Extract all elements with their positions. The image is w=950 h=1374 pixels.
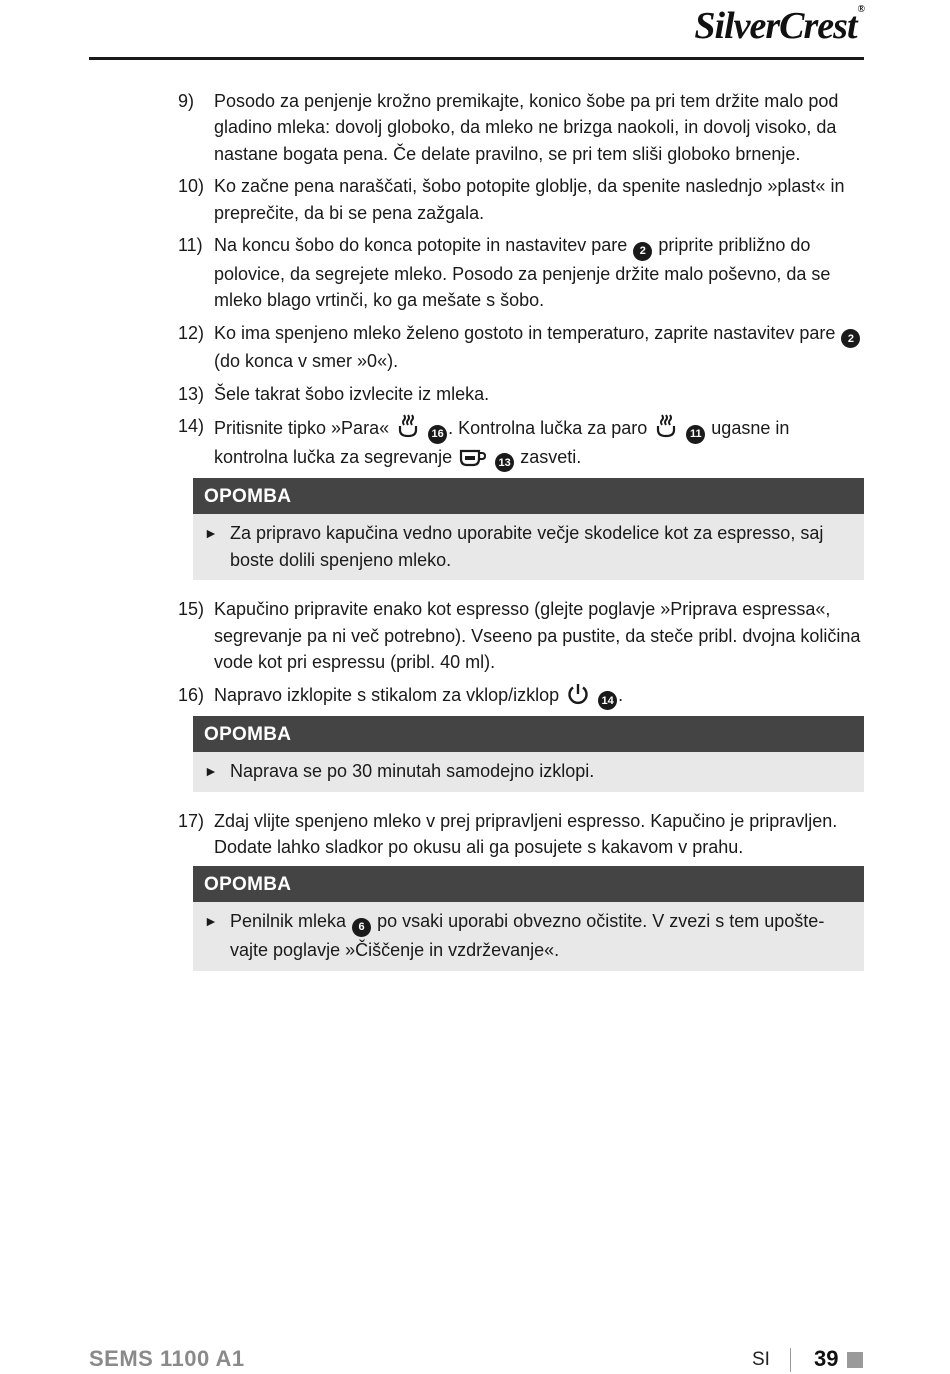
note-text: Naprava se po 30 minutah samodejno izklopi. [230, 761, 595, 782]
arrow-right-icon: ► [204, 525, 218, 542]
page-number: 39 [814, 1346, 839, 1371]
power-icon [566, 682, 590, 706]
header-rule [89, 57, 864, 60]
part-number-badge: 16 [428, 425, 447, 444]
note-title: OPOMBA [193, 478, 864, 514]
page-content [178, 88, 864, 987]
cup-heating-icon [459, 448, 487, 468]
arrow-right-icon: ► [204, 913, 218, 930]
arrow-right-icon: ► [204, 763, 218, 780]
step-16: 16) Napravo izklopite s stikalom za vklop/izklop 14 . [178, 682, 864, 711]
step-13: 13) Šele takrat šobo izvlecite iz mleka. [178, 383, 490, 404]
steam-icon [654, 413, 678, 439]
steam-icon [396, 413, 420, 439]
page-marker-square [847, 1352, 863, 1368]
part-number-badge: 2 [841, 329, 860, 348]
model-number: SEMS 1100 A1 [89, 1346, 245, 1371]
brand-logo: SilverCrest® [694, 4, 864, 47]
note-title: OPOMBA [193, 866, 864, 902]
step-10: 10) Ko začne pena naraščati, šobo potopite globlje, da spenite naslednjo »plast« in preprečite, da bi se pena zažgala. [178, 176, 845, 223]
part-number-badge: 6 [352, 918, 371, 937]
step-9: 9) Posodo za penjenje krožno premikajte, konico šobe pa pri tem držite malo pod gladino mleka: dovolj globoko, da mleko ne brizga naokoli, in dovolj visoko, da nastane bogata pena. Če delate pravilno, se pri tem sliši globoko brnenje. [178, 91, 839, 164]
part-number-badge: 13 [495, 453, 514, 472]
note-text: Za pripravo kapučina vedno uporabite večje skodelice kot za espresso, saj boste dolili spenjeno mleko. [230, 523, 824, 570]
note-box [193, 478, 864, 580]
note-box [193, 716, 864, 791]
language-code: SI [752, 1349, 770, 1370]
note-text: Penilnik mleka 6 po vsaki uporabi obvezno očistite. V zvezi s tem upošte-vajte poglavje »Čiščenje in vzdrževanje«. [230, 911, 825, 961]
part-number-badge: 11 [686, 425, 705, 444]
step-15: 15) Kapučino pripravite enako kot espresso (glejte poglavje »Priprava espressa«, segrevanje pa ni več potrebno). Vseeno pa pustite, da steče pribl. dvojna količina vode kot pri espressu (pribl. 40 ml). [178, 599, 861, 673]
step-12: 12) Ko ima spenjeno mleko želeno gostoto in temperaturo, zaprite nastavitev pare 2 (do konca v smer »0«). [178, 320, 864, 375]
part-number-badge: 14 [598, 691, 617, 710]
part-number-badge: 2 [633, 242, 652, 261]
step-11: 11) Na koncu šobo do konca potopite in nastavitev pare 2 priprite približno do polovice, da segrejete mleko. Posodo za penjenje držite malo poševno, da se mleko blago vrtinči, ko ga mešate s šobo. [178, 235, 831, 311]
step-17: 17) Zdaj vlijte spenjeno mleko v prej pripravljeni espresso. Kapučino je pripravljen. Dodate lahko sladkor po okusu ali ga posujete s kakavom v prahu. [178, 810, 838, 858]
step-14: 14) Pritisnite tipko »Para« 16 . Kontrolna lučka za paro 11 ugasne in kontrolna lučka za segrevanje 13 zasveti. [178, 413, 864, 472]
note-box [193, 866, 864, 970]
footer-divider [790, 1348, 791, 1372]
note-title: OPOMBA [193, 716, 864, 752]
